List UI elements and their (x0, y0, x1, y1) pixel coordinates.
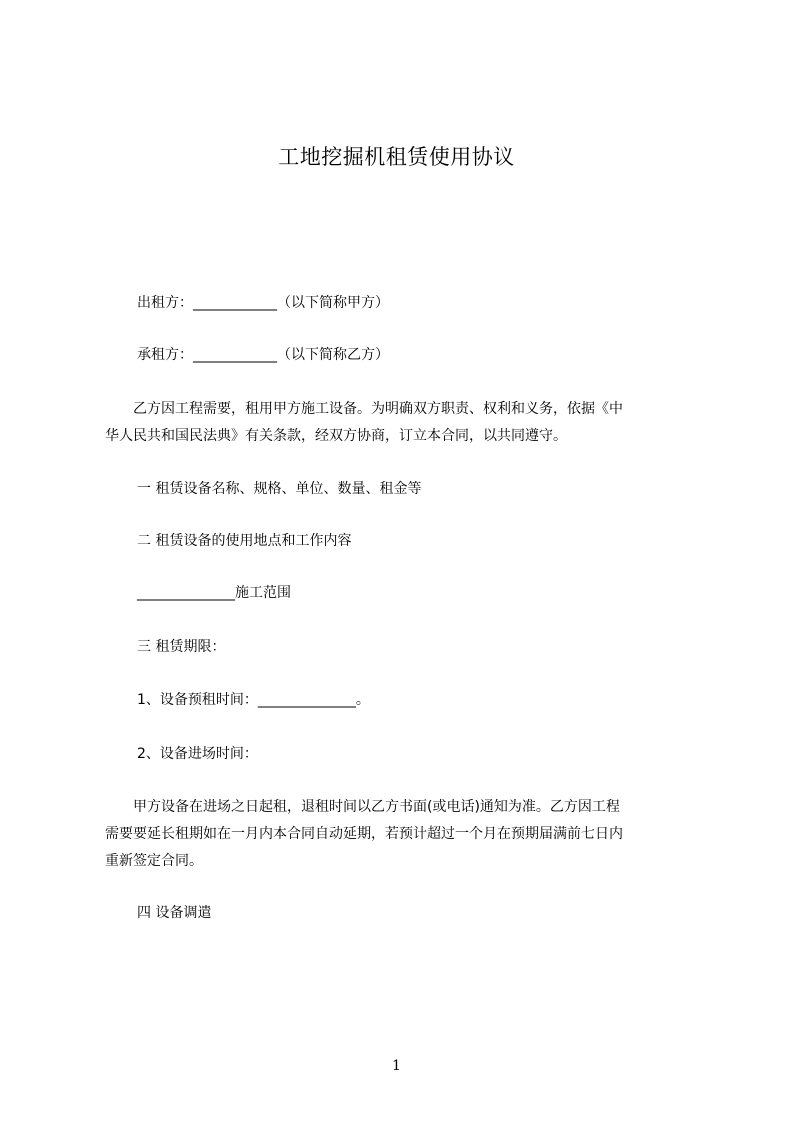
item2-line: 2、设备进场时间： (137, 746, 258, 762)
entry-paragraph-row: 重新签定合同。 (105, 853, 203, 869)
entry-paragraph (105, 794, 700, 875)
entry-paragraph-row: 需要要延长租期如在一月内本合同自动延期，若预计超过一个月在预期届满前七日内 (105, 826, 623, 842)
item1-line: 1、设备预租时间：______________。 (137, 692, 370, 708)
lessor-line: 出租方：____________（以下简称甲方） (137, 295, 389, 311)
intro-paragraph (105, 396, 700, 450)
section3-heading: 三 租赁期限： (137, 639, 226, 655)
construction-scope-line: ______________施工范围 (137, 585, 291, 601)
page-number: 1 (392, 1058, 401, 1074)
intro-paragraph-row: 华人民共和国民法典》有关条款，经双方协商，订立本合同，以共同遵守。 (105, 428, 567, 444)
section4-heading: 四 设备调遣 (137, 905, 212, 921)
document-title: 工地挖掘机租赁使用协议 (278, 145, 515, 169)
section1-heading: 一 租赁设备名称、规格、单位、数量、租金等 (137, 481, 422, 497)
lessee-line: 承租方：____________（以下简称乙方） (137, 347, 389, 363)
section2-heading: 二 租赁设备的使用地点和工作内容 (137, 533, 352, 549)
entry-paragraph-row: 甲方设备在进场之日起租，退租时间以乙方书面(或电话)通知为准。乙方因工程 (133, 799, 620, 815)
intro-paragraph-row: 乙方因工程需要，租用甲方施工设备。为明确双方职责、权利和义务，依据《中 (133, 401, 623, 417)
